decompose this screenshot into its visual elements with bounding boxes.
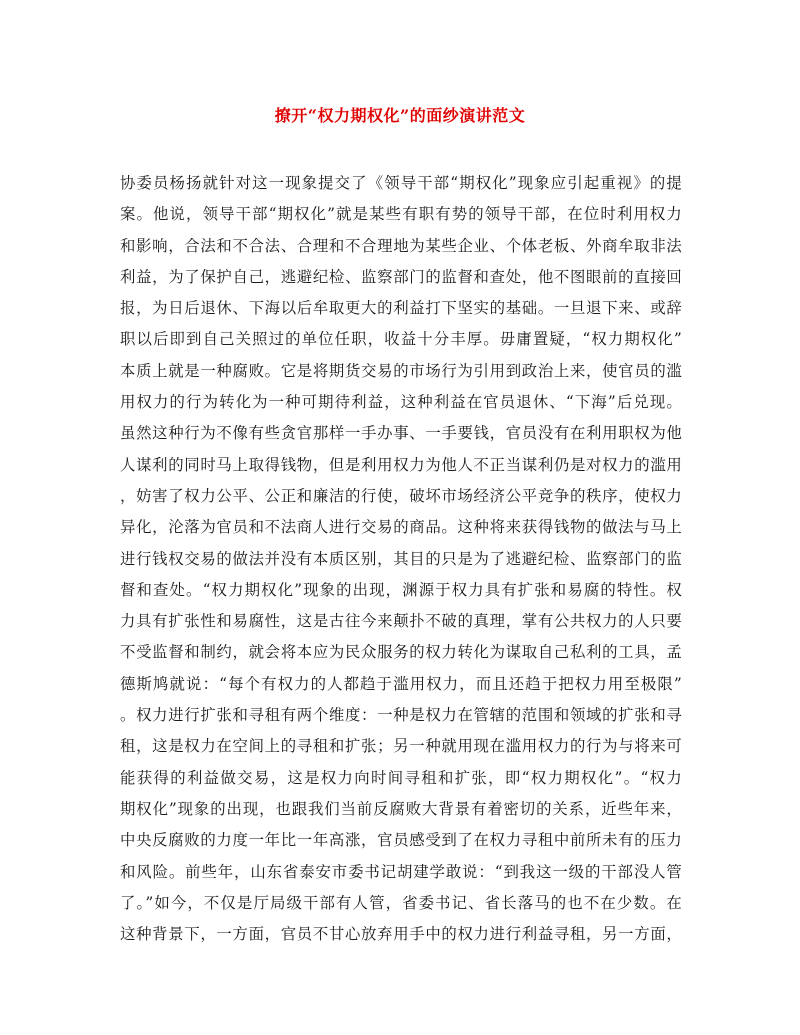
body-line: 案。他说，领导干部“期权化”就是某些有职有势的领导干部，在位时利用权力 — [120, 205, 682, 224]
body-line: 。权力进行扩张和寻租有两个维度：一种是权力在管辖的范围和领域的扩张和寻 — [120, 706, 682, 725]
body-line: 用权力的行为转化为一种可期待利益，这种利益在官员退休、“下海”后兑现。 — [120, 393, 682, 412]
body-line: 这种背景下，一方面，官员不甘心放弃用手中的权力进行利益寻租，另一方面， — [120, 925, 682, 944]
body-line: 德斯鸠就说：“每个有权力的人都趋于滥用权力，而且还趋于把权力用至极限” — [120, 674, 682, 693]
body-line: 中央反腐败的力度一年比一年高涨，官员感受到了在权力寻租中前所未有的压力 — [120, 831, 682, 850]
document-title: 撩开“权力期权化”的面纱演讲范文 — [274, 106, 526, 125]
body-line: 督和查处。“权力期权化”现象的出现，渊源于权力具有扩张和易腐的特性。权 — [120, 580, 682, 599]
body-line: 和风险。前些年，山东省泰安市委书记胡建学敢说：“到我这一级的干部没人管 — [120, 862, 682, 881]
body-line: ，妨害了权力公平、公正和廉洁的行使，破坏市场经济公平竞争的秩序，使权力 — [120, 486, 682, 505]
document-body — [120, 168, 682, 950]
body-line: 了。”如今，不仅是厅局级干部有人管，省委书记、省长落马的也不在少数。在 — [120, 893, 682, 912]
body-line: 利益，为了保护自己，逃避纪检、监察部门的监督和查处，他不图眼前的直接回 — [120, 267, 682, 286]
body-line: 不受监督和制约，就会将本应为民众服务的权力转化为谋取自己私利的工具，孟 — [120, 643, 682, 662]
body-line: 职以后即到自己关照过的单位任职，收益十分丰厚。毋庸置疑，“权力期权化” — [120, 330, 682, 349]
body-line: 报，为日后退休、下海以后牟取更大的利益打下坚实的基础。一旦退下来、或辞 — [120, 299, 682, 318]
body-line: 期权化”现象的出现，也跟我们当前反腐败大背景有着密切的关系，近些年来， — [120, 799, 682, 818]
body-line: 进行钱权交易的做法并没有本质区别，其目的只是为了逃避纪检、监察部门的监 — [120, 549, 682, 568]
body-line: 人谋利的同时马上取得钱物，但是利用权力为他人不正当谋利仍是对权力的滥用 — [120, 455, 682, 474]
body-line: 租，这是权力在空间上的寻租和扩张；另一种就用现在滥用权力的行为与将来可 — [120, 737, 682, 756]
body-line: 虽然这种行为不像有些贪官那样一手办事、一手要钱，官员没有在利用职权为他 — [120, 424, 682, 443]
body-line: 异化，沦落为官员和不法商人进行交易的商品。这种将来获得钱物的做法与马上 — [120, 518, 682, 537]
body-line: 本质上就是一种腐败。它是将期货交易的市场行为引用到政治上来，使官员的滥 — [120, 361, 682, 380]
body-line: 协委员杨扬就针对这一现象提交了《领导干部“期权化”现象应引起重视》的提 — [120, 174, 682, 192]
body-line: 和影响，合法和不合法、合理和不合理地为某些企业、个体老板、外商牟取非法 — [120, 236, 682, 255]
body-line: 能获得的利益做交易，这是权力向时间寻租和扩张，即“权力期权化”。“权力 — [120, 768, 682, 787]
body-line: 力具有扩张性和易腐性，这是古往今来颠扑不破的真理，掌有公共权力的人只要 — [120, 612, 682, 631]
